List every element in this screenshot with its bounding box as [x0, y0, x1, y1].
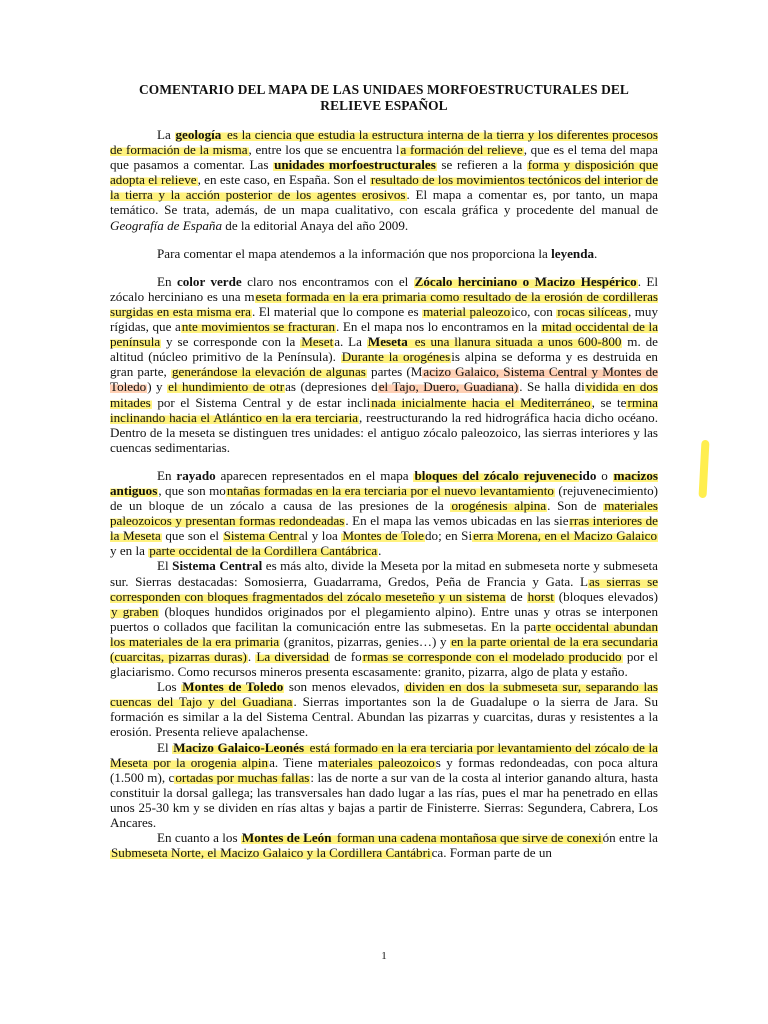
text: (rejuvenecimiento) de un bloque de un zócalo a causa de las presiones de la	[110, 482, 658, 514]
text: . Se halla di	[519, 379, 585, 395]
highlight: el Tajo, Duero, Guadiana)	[378, 379, 519, 395]
margin-highlighter-stroke	[698, 440, 709, 498]
text: ca. Forman parte de un	[431, 845, 552, 861]
bold-term: leyenda	[551, 245, 595, 261]
paragraph-montes-toledo	[110, 679, 658, 739]
text: se refieren a la	[436, 157, 527, 173]
text: que son el	[161, 528, 223, 544]
highlight: material paleozo	[423, 303, 511, 319]
highlight: acizo Galaico, Sistema Central y Montes de Toledo	[110, 364, 658, 395]
text: por el Sistema Central y de estar incli	[151, 394, 371, 410]
highlight: unidades morfoestructurales	[274, 157, 436, 173]
text: En cuanto a los	[157, 830, 241, 846]
highlight: materiales paleozoicos y presentan formas redondeadas	[110, 498, 658, 529]
text: (bloques elevados)	[554, 588, 659, 604]
bold-term: rayado	[176, 467, 216, 483]
highlight: está formado en la era terciaria por levantamiento del zócalo de la Meseta por la orogenia alpin	[110, 739, 658, 770]
highlight: dividen en dos la submeseta sur, separando las cuencas del Tajo y del Guadiana	[110, 679, 659, 710]
text: . El zócalo herciniano es una m	[110, 273, 658, 304]
highlight: rras interiores de la Meseta	[110, 513, 658, 544]
highlight: Montes de León	[241, 830, 332, 846]
text: Los	[157, 679, 182, 695]
highlight: nada inicialmente hacia el Mediterráneo	[371, 394, 591, 410]
highlight: horst	[527, 588, 554, 604]
text: . En el mapa nos lo encontramos en la	[336, 319, 541, 335]
text: En	[157, 273, 177, 289]
highlight: Meset	[301, 334, 334, 350]
text: is alpina se deforma y es destruida en gran parte,	[110, 349, 658, 380]
text: ) y	[147, 379, 168, 395]
text: . En el mapa las vemos ubicadas en las sie	[345, 513, 569, 529]
highlight: Montes de Tole	[342, 528, 424, 544]
highlight: forman una cadena montañosa que sirve de conexi	[333, 830, 602, 846]
page-number: 1	[381, 950, 387, 962]
highlight: ateriales paleozoico	[329, 754, 435, 770]
text: do; en Si	[424, 528, 473, 544]
highlight: ntañas formadas en la era terciaria por el nuevo levantamiento	[226, 482, 554, 498]
text: y en la	[110, 543, 149, 559]
highlight: a formación del relieve	[400, 142, 523, 158]
highlight: bloques del zócalo rejuvenec	[414, 467, 578, 483]
text: partes (M	[366, 364, 423, 380]
text: ico, con	[511, 303, 557, 319]
text: as (depresiones d	[285, 379, 378, 395]
highlight: generándose la elevación de algunas	[171, 364, 366, 380]
highlight: Durante la orogénes	[341, 349, 451, 365]
text: .	[378, 543, 382, 559]
highlight: eseta formada en la era primaria como resultado de la erosión de cordilleras surgidas en esta misma era	[110, 288, 658, 319]
highlight: es una llanura situada a unos 600-800	[409, 334, 622, 350]
highlight: rmas se corresponde con el modelado producido	[362, 649, 622, 664]
text: En	[157, 467, 177, 483]
highlight: el hundimiento de otr	[168, 379, 285, 395]
paragraph-legend	[110, 246, 658, 261]
highlight: nte movimientos se fracturan	[181, 319, 336, 335]
highlight: Zócalo herciniano o Macizo Hespérico	[414, 273, 637, 289]
document-title: COMENTARIO DEL MAPA DE LAS UNIDAES MORFOESTRUCTURALES DEL RELIEVE ESPAÑOL	[139, 82, 629, 113]
text: . Son de	[547, 498, 604, 514]
highlight: mitad occidental de la península	[110, 319, 659, 350]
text: a. Tiene m	[269, 754, 329, 770]
highlight: vidida en dos mitades	[110, 379, 658, 410]
highlight: en la parte oriental de la era secundaria (cuarcitas, pizarras duras)	[110, 633, 658, 664]
highlight: ortadas por muchas fallas	[175, 769, 310, 785]
text: s y formas redondeadas, con poca altura (1.500 m), c	[110, 754, 658, 785]
text: son menos elevados,	[284, 679, 405, 695]
text: a. La	[334, 334, 367, 350]
highlight: Meseta	[367, 334, 408, 350]
text: (bloques hundidos originados por el plegamiento alpino). Entre unas y otras se interponen puertos o collados que facilitan la comunicación entre las submesetas. En la pa	[110, 603, 658, 634]
highlight: Macizo Galaico-Leonés	[173, 739, 305, 755]
text: , reestructurando la red hidrográfica hacia dicho océano. Dentro de la meseta se distinguen tres unidades: el antiguo zócalo paleozoico, las sierras interiores y las cuencas sedimentarias.	[110, 409, 658, 455]
text: , entre los que se encuentra l	[248, 142, 400, 158]
text: , muy rígidas, que a	[110, 303, 658, 335]
text: de fo	[329, 649, 362, 664]
highlight: rte occidental abundan los materiales de la era primaria	[110, 618, 658, 649]
text: El	[157, 558, 173, 574]
text: Para comentar el mapa atendemos a la información que nos proporciona la	[157, 245, 552, 261]
highlight: La diversidad	[256, 649, 329, 664]
text: ido	[578, 467, 597, 483]
highlight: parte occidental de la Cordillera Cantábrica	[149, 543, 378, 559]
text: .	[247, 649, 256, 664]
text: , se te	[591, 394, 627, 410]
highlight: y graben	[111, 603, 159, 619]
highlight: rmina inclinando hacia el Atlántico en la era terciaria	[110, 394, 658, 425]
document-page	[110, 82, 658, 860]
text: por el glaciarismo. Como recursos mineros presenta escasamente: granito, pizarra, algo de plata y estaño.	[110, 649, 658, 680]
highlight: forma y disposición que adopta el relieve	[110, 157, 658, 188]
text: . El material que lo compone es	[251, 303, 423, 319]
paragraph-macizo-galaico	[110, 740, 658, 831]
text: claro nos encontramos con el	[241, 273, 414, 289]
highlight: macizos antiguos	[110, 467, 659, 498]
text: La	[157, 127, 175, 142]
highlight: rocas silíceas	[557, 303, 627, 319]
text: , en este caso, en España. Son el	[197, 172, 370, 188]
text: o	[596, 467, 613, 483]
highlight: Submeseta Norte, el Macizo Galaico y la Cordillera Cantábri	[111, 845, 431, 861]
text: . Sierras importantes son la de Guadalupe o la sierra de Jara. Su formación es similar a la del Sistema Central. Abundan las pizarras y cuarcitas, duras y resistentes a la erosión. Presenta relieve apalachense.	[110, 694, 658, 740]
highlight: Sistema Centr	[223, 528, 298, 544]
highlight: es la ciencia que estudia la estructura interna de la tierra y los diferentes procesos de formación de la misma	[110, 127, 658, 158]
highlight: geología	[175, 127, 222, 142]
highlight: Montes de Toledo	[182, 679, 284, 695]
bold-term: color verde	[176, 273, 242, 289]
text: m. de altitud (núcleo primitivo de la Península).	[110, 334, 658, 365]
book-title: Geografía de España	[110, 217, 223, 233]
paragraph-zocalo	[110, 274, 658, 455]
highlight: erra Morena, en el Macizo Galaico	[473, 528, 657, 544]
highlight: resultado de los movimientos tectónicos del interior de la tierra y la acción posterior de los agentes erosivos	[110, 172, 659, 203]
text: : las de norte a sur van de la costa al interior ganando altura, hasta constituir la dorsal gallega; las transversales han dado lugar a las rías, pues el mar ha penetrado en ellas unos 25-30 km y se dividen en rías altas y bajas a partir de Finisterre. Sierras: Segundera, Cabrera, Los Ancares.	[110, 769, 658, 831]
text: . El mapa a comentar es, por tanto, un mapa temático. Se trata, además, de un mapa cualitativo, con escala gráfica y procedente del manual de	[110, 187, 658, 218]
text: de	[506, 588, 527, 604]
highlight: orogénesis alpina	[451, 498, 547, 514]
highlight: as sierras se corresponden con bloques fragmentados del zócalo meseteño y un sistema	[110, 573, 658, 604]
text: El	[157, 739, 173, 755]
text: y se corresponde con la	[161, 334, 301, 350]
paragraph-sistema-central	[110, 558, 658, 679]
paragraph-montes-leon	[110, 830, 658, 860]
text: al y loa	[298, 528, 342, 544]
paragraph-intro	[110, 127, 658, 233]
text: de la editorial Anaya del año 2009.	[222, 217, 409, 233]
bold-term: Sistema Central	[172, 558, 263, 574]
paragraph-rayado	[110, 468, 658, 559]
text: ón entre la	[602, 830, 658, 846]
text: es más alto, divide la Meseta por la mitad en submeseta norte y submeseta sur. Sierras destacadas: Somosierra, Guadarrama, Gredos, Peña de Francia y Gata. L	[110, 558, 658, 589]
text: , que son mo	[158, 482, 226, 498]
text: .	[594, 245, 598, 261]
text: , que es el tema del mapa que pasamos a comentar. Las	[110, 142, 658, 173]
text: aparecen representados en el mapa	[215, 467, 414, 483]
text: (granitos, pizarras, genies…) y	[280, 633, 451, 649]
